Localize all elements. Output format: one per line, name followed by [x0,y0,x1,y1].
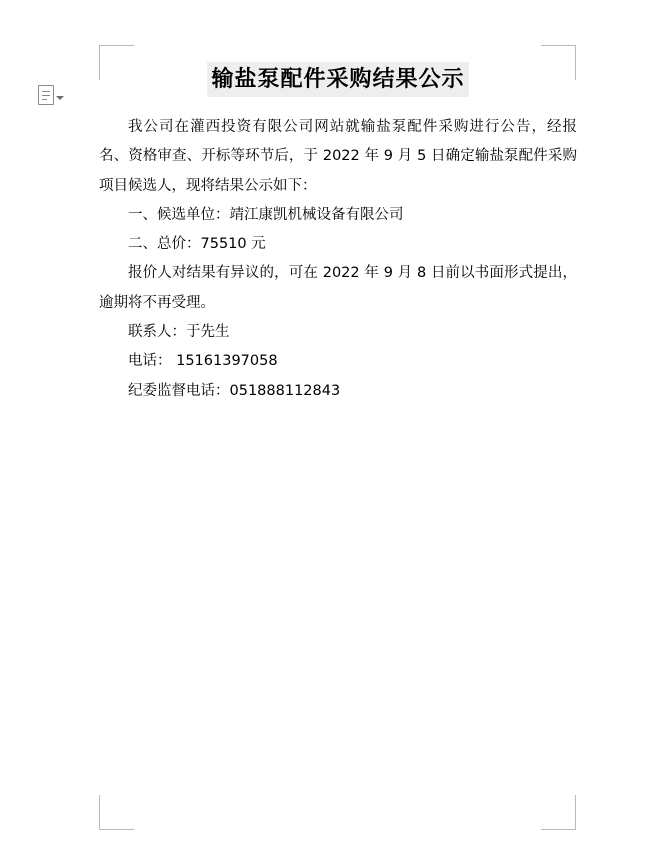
document-sheet-icon [38,85,54,105]
page-title: 输盐泵配件采购结果公示 [207,62,468,97]
crop-mark-bottom-left [99,795,134,830]
paragraph-supervision-phone: 纪委监督电话：051888112843 [128,382,341,399]
paragraph-candidate-unit: 一、候选单位：靖江康凯机械设备有限公司 [128,206,404,223]
chevron-down-icon[interactable] [56,96,64,100]
paragraph-intro: 我公司在灌西投资有限公司网站就输盐泵配件采购进行公告，经报名、资格审查、开标等环节后，于 2022 年 9 月 5 日确定输盐泵配件采购项目候选人，现将结果公示如下： [99,119,577,194]
paragraph-contact-person: 联系人：于先生 [128,323,230,340]
paragraph-objection-notice: 报价人对结果有异议的，可在 2022 年 9 月 8 日前以书面形式提出，逾期将不再受理。 [99,265,577,311]
document-title-wrap [99,62,577,97]
document-content [99,62,577,406]
document-icon[interactable] [38,84,64,106]
paragraph-phone: 电话： 15161397058 [128,353,278,370]
crop-mark-bottom-right [541,795,576,830]
paragraph-total-price: 二、总价：75510 元 [128,236,266,253]
